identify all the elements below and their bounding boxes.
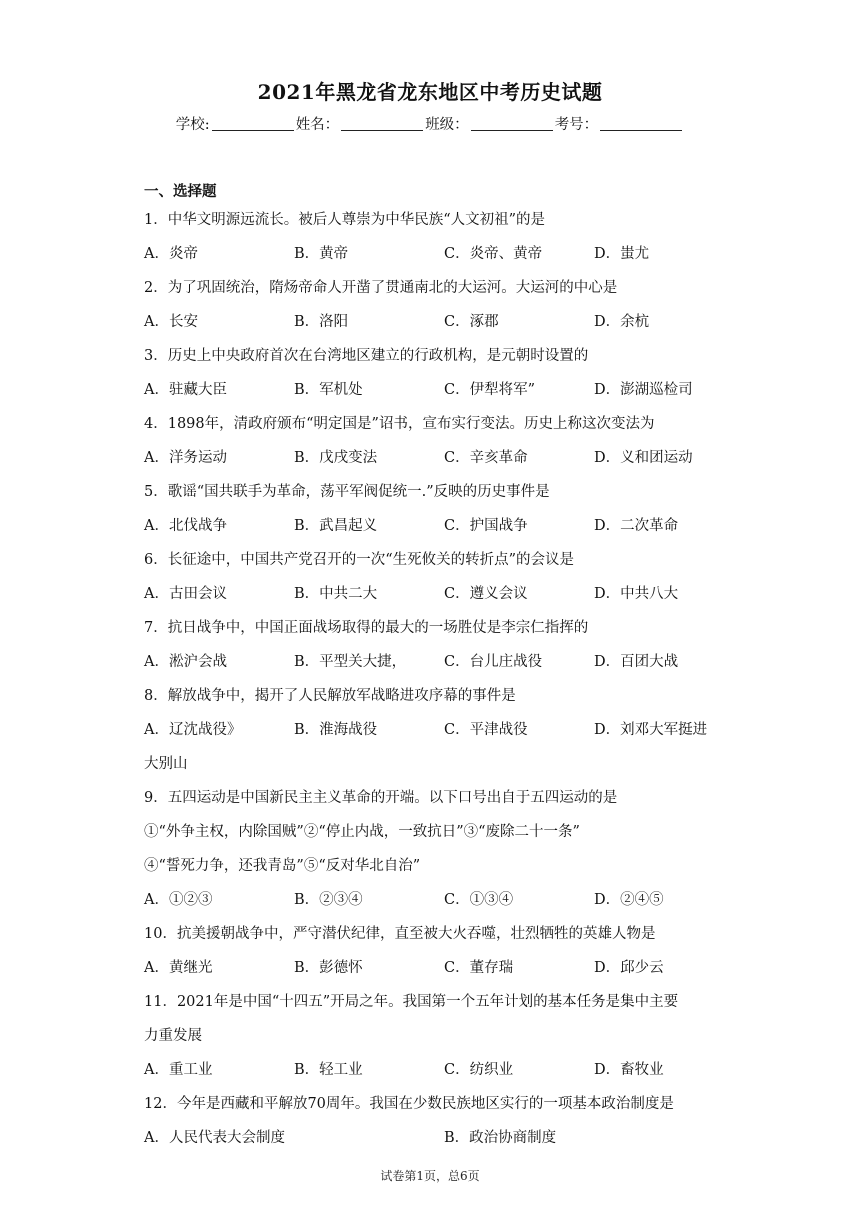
question-1-options [144, 242, 724, 262]
q4-option-d[interactable]: D．义和团运动 [594, 450, 693, 466]
question-10-text: 10．抗美援朝战争中，严守潜伏纪律，直至被大火吞噬，壮烈牺牲的英雄人物是 [144, 926, 656, 942]
class-blank[interactable] [471, 116, 553, 131]
q11-option-c[interactable]: C．纺织业 [444, 1062, 514, 1078]
section-heading: 一、选择题 [144, 183, 217, 200]
q6-option-c[interactable]: C．遵义会议 [444, 586, 528, 602]
q8-option-a[interactable]: A．辽沈战役》 [144, 722, 242, 738]
name-label: 姓名： [295, 117, 340, 133]
q9-option-a[interactable]: A．①②③ [144, 892, 213, 908]
q9-option-c[interactable]: C．①③④ [444, 892, 514, 908]
name-blank[interactable] [341, 116, 423, 131]
q5-option-b[interactable]: B．武昌起义 [294, 518, 378, 534]
q9-option-b[interactable]: B．②③④ [294, 892, 363, 908]
q7-option-c[interactable]: C．台儿庄战役 [444, 654, 543, 670]
question-9-options [144, 888, 724, 908]
question-11-options [144, 1058, 724, 1078]
question-7-options [144, 650, 724, 670]
q2-option-c[interactable]: C．涿郡 [444, 314, 499, 330]
question-11-text: 11．2021年是中国“十四五”开局之年。我国第一个五年计划的基本任务是集中主要 [144, 994, 679, 1010]
q4-option-b[interactable]: B．戊戌变法 [294, 450, 378, 466]
question-10-options [144, 956, 724, 976]
q6-option-d[interactable]: D．中共八大 [594, 586, 679, 602]
q11-option-b[interactable]: B．轻工业 [294, 1062, 363, 1078]
student-info-line [0, 113, 860, 134]
question-8-options [144, 718, 724, 738]
question-6-text: 6．长征途中，中国共产党召开的一次“生死攸关的转折点”的会议是 [144, 552, 575, 568]
q6-option-b[interactable]: B．中共二大 [294, 586, 378, 602]
q3-option-b[interactable]: B．军机处 [294, 382, 363, 398]
q11-option-a[interactable]: A．重工业 [144, 1062, 213, 1078]
q3-option-c[interactable]: C．伊犁将军” [444, 382, 536, 398]
q11-option-d[interactable]: D．畜牧业 [594, 1062, 664, 1078]
q10-option-d[interactable]: D．邱少云 [594, 960, 664, 976]
q7-option-d[interactable]: D．百团大战 [594, 654, 679, 670]
question-9-items-line2: ④“誓死力争，还我青岛”⑤“反对华北自治” [144, 858, 421, 874]
q10-option-c[interactable]: C．董存瑞 [444, 960, 514, 976]
q10-option-b[interactable]: B．彭德怀 [294, 960, 363, 976]
question-2-text: 2．为了巩固统治，隋炀帝命人开凿了贯通南北的大运河。大运河的中心是 [144, 280, 618, 296]
q2-option-a[interactable]: A．长安 [144, 314, 198, 330]
question-6-options [144, 582, 724, 602]
q1-option-d[interactable]: D．蚩尤 [594, 246, 650, 262]
q3-option-d[interactable]: D．澎湖巡检司 [594, 382, 693, 398]
q8-option-b[interactable]: B．淮海战役 [294, 722, 378, 738]
q1-option-b[interactable]: B．黄帝 [294, 246, 349, 262]
q1-option-c[interactable]: C．炎帝、黄帝 [444, 246, 543, 262]
question-3-text: 3．历史上中央政府首次在台湾地区建立的行政机构，是元朝时设置的 [144, 348, 589, 364]
q4-option-a[interactable]: A．洋务运动 [144, 450, 227, 466]
q8-option-d-continued: 大别山 [144, 756, 188, 772]
q12-option-a[interactable]: A．人民代表大会制度 [144, 1130, 285, 1146]
question-8-text: 8．解放战争中，揭开了人民解放军战略进攻序幕的事件是 [144, 688, 516, 704]
q2-option-d[interactable]: D．余杭 [594, 314, 650, 330]
number-label: 考号： [554, 117, 599, 133]
school-label: 学校: [175, 117, 210, 133]
question-11-text-continued: 力重发展 [144, 1028, 202, 1044]
number-blank[interactable] [600, 116, 682, 131]
q4-option-c[interactable]: C．辛亥革命 [444, 450, 528, 466]
q7-option-a[interactable]: A．淞沪会战 [144, 654, 227, 670]
q5-option-c[interactable]: C．护国战争 [444, 518, 528, 534]
question-9-items-line1: ①“外争主权，内除国贼”②“停止内战，一致抗日”③“废除二十一条” [144, 824, 580, 840]
question-12-options [144, 1126, 724, 1146]
q6-option-a[interactable]: A．古田会议 [144, 586, 227, 602]
question-9-text: 9．五四运动是中国新民主主义革命的开端。以下口号出自于五四运动的是 [144, 790, 618, 806]
q12-option-b[interactable]: B．政治协商制度 [444, 1130, 557, 1146]
question-7-text: 7．抗日战争中，中国正面战场取得的最大的一场胜仗是李宗仁指挥的 [144, 620, 589, 636]
q8-option-c[interactable]: C．平津战役 [444, 722, 528, 738]
q7-option-b[interactable]: B．平型关大捷， [294, 654, 407, 670]
q5-option-d[interactable]: D．二次革命 [594, 518, 679, 534]
question-4-text: 4．1898年，清政府颁布“明定国是”诏书，宣布实行变法。历史上称这次变法为 [144, 416, 655, 432]
question-3-options [144, 378, 724, 398]
question-1-text: 1．中华文明源远流长。被后人尊崇为中华民族“人文初祖”的是 [144, 212, 546, 228]
q10-option-a[interactable]: A．黄继光 [144, 960, 213, 976]
q3-option-a[interactable]: A．驻藏大臣 [144, 382, 227, 398]
q9-option-d[interactable]: D．②④⑤ [594, 892, 664, 908]
question-2-options [144, 310, 724, 330]
question-5-options [144, 514, 724, 534]
q2-option-b[interactable]: B．洛阳 [294, 314, 349, 330]
class-label: 班级： [425, 117, 469, 133]
q8-option-d[interactable]: D．刘邓大军挺进 [594, 722, 708, 738]
question-5-text: 5．歌谣“国共联手为革命，荡平军阀促统一.”反映的历史事件是 [144, 484, 550, 500]
q5-option-a[interactable]: A．北伐战争 [144, 518, 227, 534]
page-title: 2021年黑龙省龙东地区中考历史试题 [257, 80, 603, 104]
q1-option-a[interactable]: A．炎帝 [144, 246, 198, 262]
question-4-options [144, 446, 724, 466]
question-12-text: 12．今年是西藏和平解放70周年。我国在少数民族地区实行的一项基本政治制度是 [144, 1096, 674, 1112]
page-footer: 试卷第1页，总6页 [380, 1169, 480, 1183]
school-blank[interactable] [212, 116, 294, 131]
